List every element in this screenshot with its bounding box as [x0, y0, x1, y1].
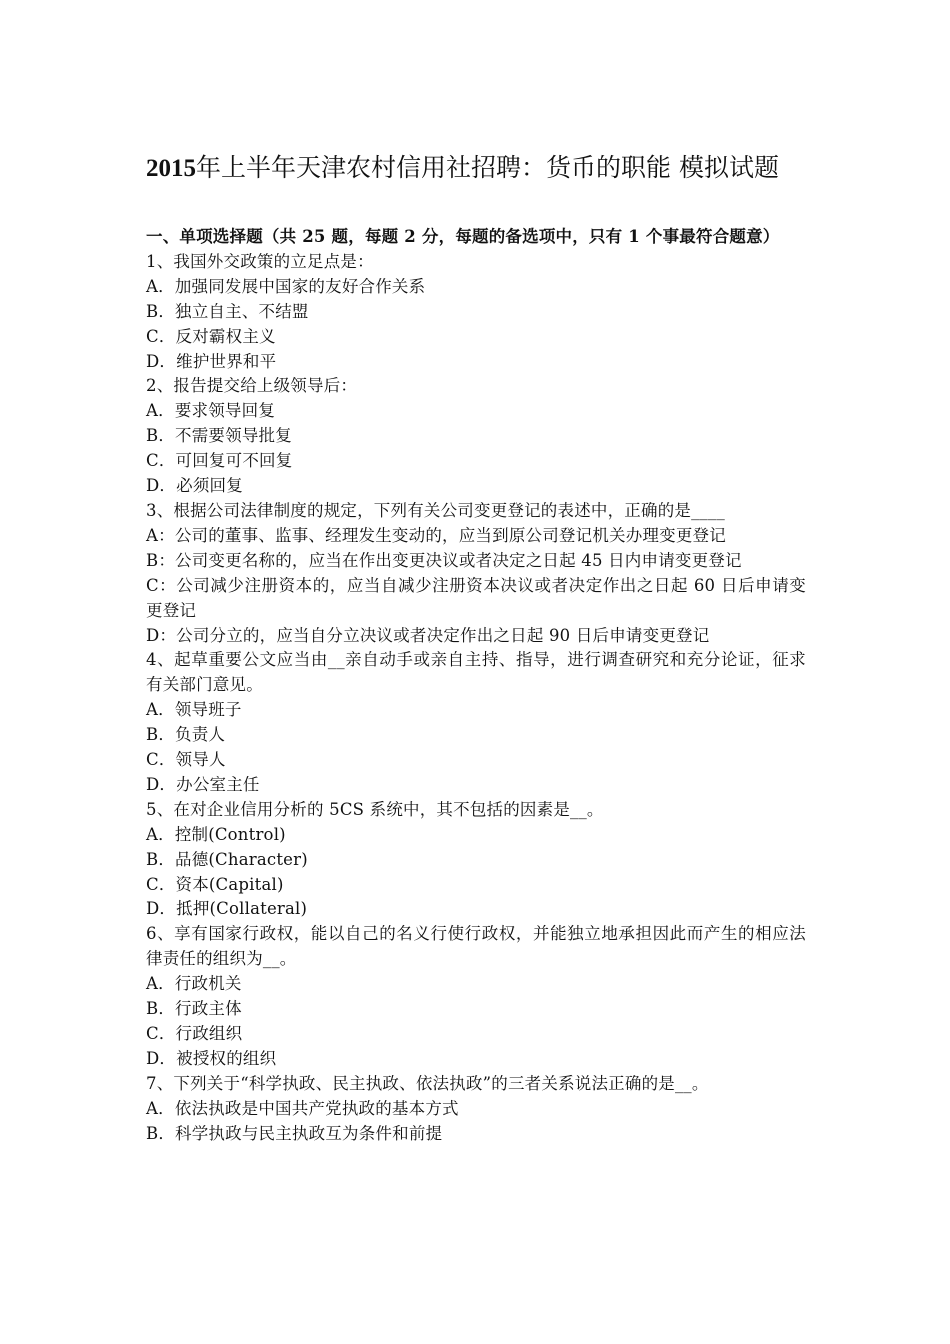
option-3d: D：公司分立的，应当自分立决议或者决定作出之日起 90 日后申请变更登记 — [146, 625, 710, 645]
option-6b: B．行政主体 — [146, 999, 242, 1019]
question-3: 3、根据公司法律制度的规定，下列有关公司变更登记的表述中，正确的是____ — [146, 500, 725, 520]
question-5: 5、在对企业信用分析的 5CS 系统中，其不包括的因素是__。 — [146, 799, 604, 819]
question-1: 1、我国外交政策的立足点是： — [146, 251, 374, 271]
option-4d: D．办公室主任 — [146, 774, 260, 794]
question-6: 6、享有国家行政权，能以自己的名义行使行政权，并能独立地承担因此而产生的相应法律责任的组织为__。 — [146, 924, 806, 969]
section-heading: 一、单项选择题（共 25 题，每题 2 分，每题的备选项中，只有 1 个事最符合题意） — [146, 227, 780, 246]
option-1d: D．维护世界和平 — [146, 351, 277, 371]
option-6c: C．行政组织 — [146, 1024, 243, 1043]
option-6d: D．被授权的组织 — [146, 1048, 277, 1068]
option-4c: C．领导人 — [146, 750, 226, 770]
option-6a: A．行政机关 — [146, 974, 242, 994]
option-7b: B．科学执政与民主执政互为条件和前提 — [146, 1123, 443, 1143]
option-4a: A．领导班子 — [146, 700, 242, 720]
question-2: 2、报告提交给上级领导后： — [146, 376, 358, 396]
option-2d: D．必须回复 — [146, 476, 243, 496]
option-2b: B．不需要领导批复 — [146, 426, 292, 446]
option-2a: A．要求领导回复 — [146, 401, 276, 421]
document-body — [146, 225, 806, 1147]
option-1c: C．反对霸权主义 — [146, 326, 276, 346]
option-3c: C：公司减少注册资本的，应当自减少注册资本决议或者决定作出之日起 60 日后申请变更登记 — [146, 575, 806, 620]
option-5a: A．控制(Control) — [146, 824, 286, 844]
document-title — [146, 150, 846, 187]
question-7: 7、下列关于“科学执政、民主执政、依法执政”的三者关系说法正确的是__。 — [146, 1073, 709, 1093]
option-2c: C．可回复可不回复 — [146, 451, 293, 471]
option-1a: A．加强同发展中国家的友好合作关系 — [146, 276, 426, 296]
option-3a: A：公司的董事、监事、经理发生变动的，应当到原公司登记机关办理变更登记 — [146, 525, 726, 545]
option-5d: D．抵押(Collateral) — [146, 899, 308, 919]
option-5c: C．资本(Capital) — [146, 874, 284, 894]
option-5b: B．品德(Character) — [146, 849, 308, 869]
option-4b: B．负责人 — [146, 725, 226, 745]
option-3b: B：公司变更名称的，应当在作出变更决议或者决定之日起 45 日内申请变更登记 — [146, 550, 742, 570]
title-text: 年上半年天津农村信用社招聘：货币的职能 模拟试题 — [196, 153, 779, 182]
question-4: 4、起草重要公文应当由__亲自动手或亲自主持、指导，进行调查研究和充分论证，征求有关部门意见。 — [146, 650, 806, 695]
option-7a: A．依法执政是中国共产党执政的基本方式 — [146, 1098, 459, 1118]
option-1b: B．独立自主、不结盟 — [146, 301, 309, 321]
title-year: 2015 — [146, 155, 196, 182]
